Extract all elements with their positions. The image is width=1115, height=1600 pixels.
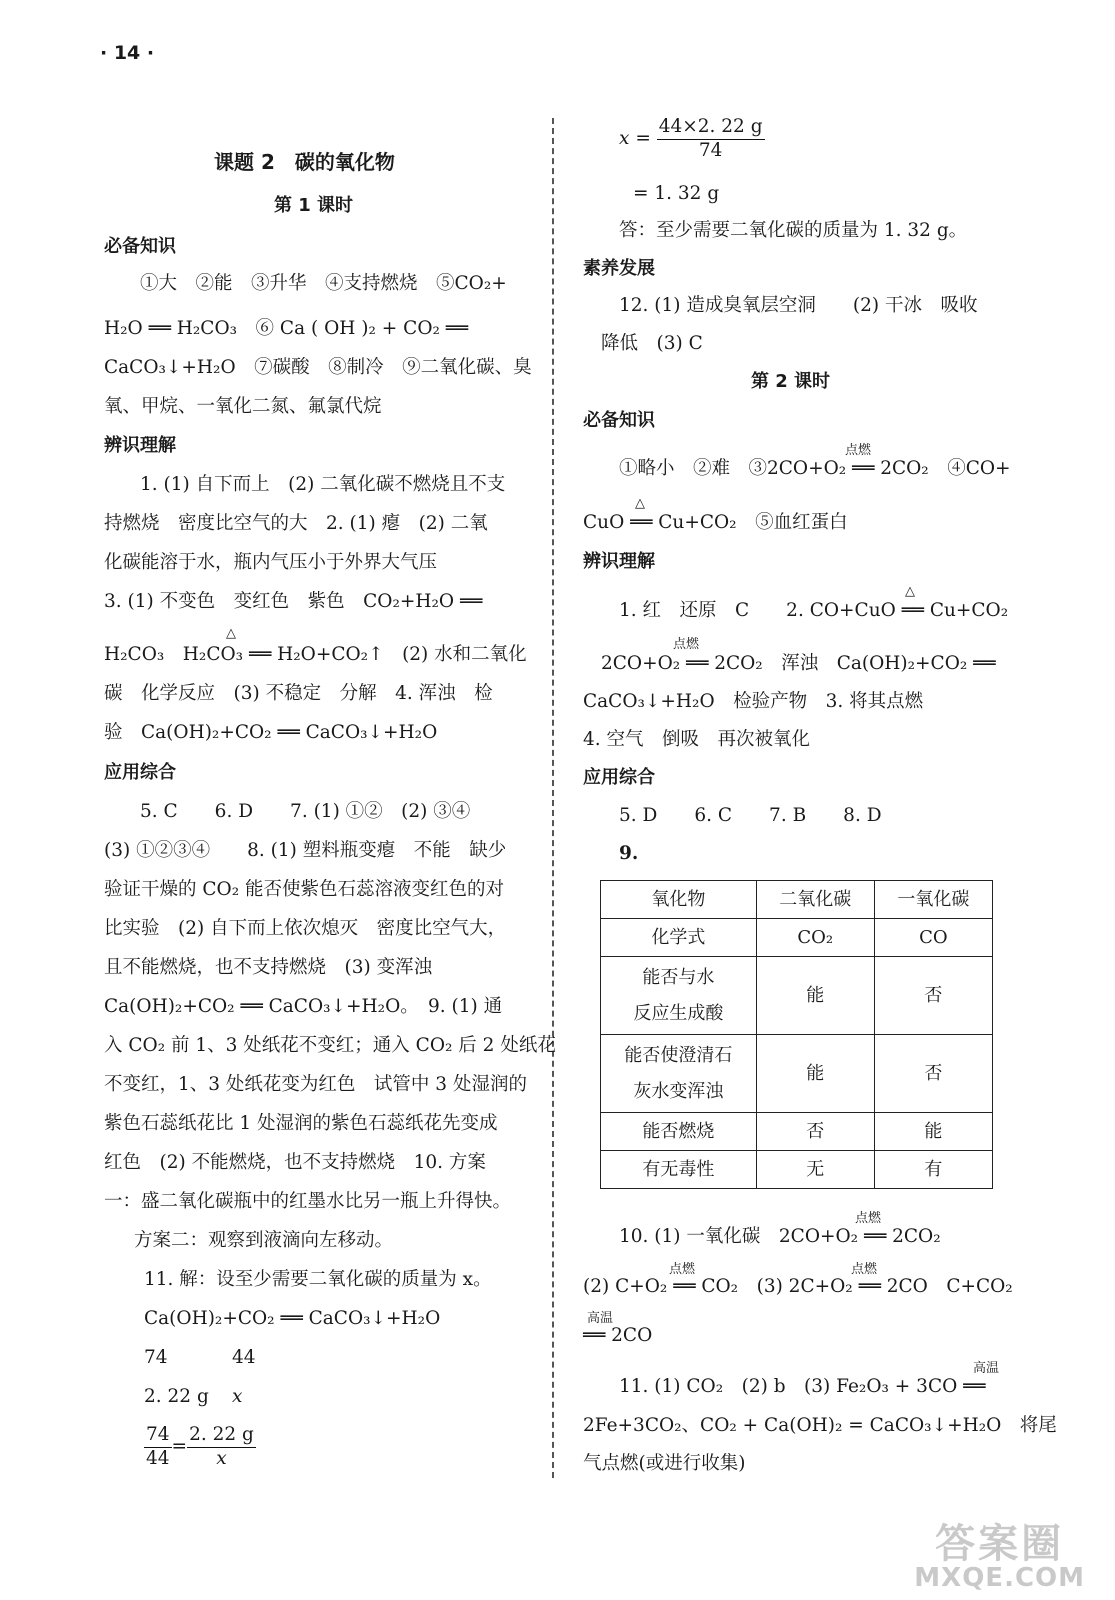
section-bianshi-2: 辨识理解 bbox=[583, 551, 655, 572]
answer-line: 红色 (2) 不能燃烧，也不支持燃烧 10. 方案 bbox=[104, 1152, 486, 1173]
molar-mass: 74 bbox=[144, 1347, 168, 1368]
answer-line: 且不能燃烧，也不支持燃烧 (3) 变浑浊 bbox=[104, 957, 433, 978]
answer-line: Ca(OH)₂+CO₂ ══ CaCO₃↓+H₂O bbox=[144, 1308, 441, 1329]
answer-line: ══ 2CO bbox=[583, 1325, 653, 1346]
table-cell: 否 bbox=[756, 1113, 874, 1151]
answer-line: 4. 空气 倒吸 再次被氧化 bbox=[583, 729, 811, 750]
table-cell: 能 bbox=[874, 1113, 992, 1151]
reaction-condition: 高温 bbox=[587, 1311, 614, 1326]
answer-line: 化碳能溶于水，瓶内气压小于外界大气压 bbox=[104, 552, 438, 573]
answer-line: 11. 解：设至少需要二氧化碳的质量为 x。 bbox=[144, 1269, 492, 1290]
table-cell: 无 bbox=[756, 1151, 874, 1189]
answer-line: 验 Ca(OH)₂+CO₂ ══ CaCO₃↓+H₂O bbox=[104, 722, 438, 743]
answer-line: 紫色石蕊纸花比 1 处湿润的紫色石蕊纸花先变成 bbox=[104, 1113, 498, 1134]
calculation-line: x = $\frac{44\times 2. 22 g}{74}$ bbox=[619, 116, 763, 161]
answer-line: (2) C+O₂ ══ CO₂ (3) 2C+O₂ ══ 2CO C+CO₂ bbox=[583, 1276, 1013, 1297]
section-yingyong-2: 应用综合 bbox=[583, 767, 655, 788]
watermark-url: MXQE.COM bbox=[914, 1562, 1085, 1593]
fraction: $\frac{2. 22 g}{x}$ bbox=[189, 1424, 254, 1469]
table-row bbox=[601, 1113, 993, 1151]
table-cell: 氧化物 bbox=[601, 881, 757, 919]
table-row bbox=[601, 919, 993, 957]
page-number: · 14 · bbox=[100, 42, 155, 64]
column-divider bbox=[552, 118, 554, 1478]
answer-line: 气点燃(或进行收集) bbox=[583, 1453, 746, 1474]
answer-line: 不变红，1、3 处纸花变为红色 试管中 3 处湿润的 bbox=[104, 1074, 527, 1095]
answer-line: 3. (1) 不变色 变红色 紫色 CO₂+H₂O ══ bbox=[104, 591, 483, 612]
answer-line: (3) ①②③④ 8. (1) 塑料瓶变瘪 不能 缺少 bbox=[104, 840, 507, 861]
section-bibei: 必备知识 bbox=[104, 236, 176, 257]
table-cell: 有无毒性 bbox=[601, 1151, 757, 1189]
section-bibei-2: 必备知识 bbox=[583, 410, 655, 431]
section-bianshi: 辨识理解 bbox=[104, 435, 176, 456]
answer-line: 碳 化学反应 (3) 不稳定 分解 4. 浑浊 检 bbox=[104, 683, 493, 704]
reaction-condition: △ bbox=[226, 626, 236, 641]
answer-line: ①大 ②能 ③升华 ④支持燃烧 ⑤CO₂+ bbox=[140, 273, 507, 294]
answer-line: 1. (1) 自下而上 (2) 二氧化碳不燃烧且不支 bbox=[140, 474, 506, 495]
answer-line: 比实验 (2) 自下而上依次熄灭 密度比空气大， bbox=[104, 918, 507, 939]
reaction-condition: △ bbox=[635, 496, 645, 511]
table-cell: 能 bbox=[756, 957, 874, 1035]
table-cell: 能否使澄清石 灰水变浑浊 bbox=[601, 1035, 757, 1113]
reaction-condition: 点燃 bbox=[669, 1262, 696, 1277]
table-row bbox=[601, 1151, 993, 1189]
answer-line: CaCO₃↓+H₂O 检验产物 3. 将其点燃 bbox=[583, 691, 924, 712]
answer-line: 方案二：观察到液滴向左移动。 bbox=[134, 1230, 394, 1251]
table-row bbox=[601, 1035, 993, 1113]
table-cell: CO₂ bbox=[756, 919, 874, 957]
answer-line: 5. C 6. D 7. (1) ①② (2) ③④ bbox=[140, 801, 471, 822]
answer-line: Ca(OH)₂+CO₂ ══ CaCO₃↓+H₂O。 9. (1) 通 bbox=[104, 996, 503, 1017]
table-cell: 有 bbox=[874, 1151, 992, 1189]
table-cell: 否 bbox=[874, 1035, 992, 1113]
proportion-equation: $\frac{74}{44}$ = $\frac{2. 22 g}{x}$ bbox=[146, 1424, 254, 1469]
table-cell: 能否燃烧 bbox=[601, 1113, 757, 1151]
answer-line: 11. (1) CO₂ (2) b (3) Fe₂O₃ + 3CO ══ bbox=[619, 1376, 986, 1397]
answer-line: 降低 (3) C bbox=[601, 333, 703, 354]
watermark bbox=[914, 1520, 1085, 1593]
answer-line: ①略小 ②难 ③2CO+O₂ ══ 2CO₂ ④CO+ bbox=[619, 458, 1011, 479]
reaction-condition: 高温 bbox=[973, 1361, 1000, 1376]
table-header-row bbox=[601, 881, 993, 919]
mass-value: 2. 22 g bbox=[144, 1386, 209, 1407]
answer-line: 2CO+O₂ ══ 2CO₂ 浑浊 Ca(OH)₂+CO₂ ══ bbox=[601, 653, 996, 674]
answer-line: 10. (1) 一氧化碳 2CO+O₂ ══ 2CO₂ bbox=[619, 1226, 941, 1247]
answer-line: 2Fe+3CO₂、CO₂ + Ca(OH)₂ = CaCO₃↓+H₂O 将尾 bbox=[583, 1415, 1057, 1436]
watermark-logo: 答案圈 bbox=[935, 1520, 1065, 1567]
fraction: $\frac{44\times 2. 22 g}{74}$ bbox=[658, 116, 763, 161]
answer-line: 验证干燥的 CO₂ 能否使紫色石蕊溶液变红色的对 bbox=[104, 879, 505, 900]
table-cell: 能 bbox=[756, 1035, 874, 1113]
answer-line: 入 CO₂ 前 1、3 处纸花不变红；通入 CO₂ 后 2 处纸花 bbox=[104, 1035, 556, 1056]
answer-line: 氧、甲烷、一氧化二氮、氟氯代烷 bbox=[104, 396, 382, 417]
table-cell: 否 bbox=[874, 957, 992, 1035]
reaction-condition: 点燃 bbox=[845, 443, 872, 458]
table-cell: 化学式 bbox=[601, 919, 757, 957]
reaction-condition: △ bbox=[905, 584, 915, 599]
lesson-1-heading: 第 1 课时 bbox=[274, 195, 354, 216]
answer-line: = 1. 32 g bbox=[633, 183, 720, 204]
answer-line: 持燃烧 密度比空气的大 2. (1) 瘪 (2) 二氧 bbox=[104, 513, 488, 534]
lesson-2-heading: 第 2 课时 bbox=[751, 371, 831, 392]
table-cell: 一氧化碳 bbox=[874, 881, 992, 919]
answer-line: 5. D 6. C 7. B 8. D bbox=[619, 805, 882, 826]
molar-mass: 44 bbox=[232, 1347, 256, 1368]
reaction-condition: 点燃 bbox=[855, 1211, 882, 1226]
answer-line: 9. bbox=[619, 843, 639, 864]
answer-line: 一：盛二氧化碳瓶中的红墨水比另一瓶上升得快。 bbox=[104, 1191, 512, 1212]
answer-line: H₂CO₃ H₂CO₃ ══ H₂O+CO₂↑ (2) 水和二氧化 bbox=[104, 644, 527, 665]
unknown-var: x bbox=[232, 1386, 243, 1407]
table-cell: CO bbox=[874, 919, 992, 957]
answer-line: 12. (1) 造成臭氧层空洞 (2) 干冰 吸收 bbox=[619, 295, 978, 316]
lesson-title: 课题 2 碳的氧化物 bbox=[214, 150, 395, 174]
table-row bbox=[601, 957, 993, 1035]
reaction-condition: 点燃 bbox=[673, 637, 700, 652]
table-cell: 能否与水 反应生成酸 bbox=[601, 957, 757, 1035]
answer-line: 1. 红 还原 C 2. CO+CuO ══ Cu+CO₂ bbox=[619, 600, 1009, 621]
reaction-condition: 点燃 bbox=[851, 1262, 878, 1277]
answer-line: H₂O ══ H₂CO₃ ⑥ Ca ( OH )₂ + CO₂ ══ bbox=[104, 318, 469, 339]
table-cell: 二氧化碳 bbox=[756, 881, 874, 919]
answer-line: CaCO₃↓+H₂O ⑦碳酸 ⑧制冷 ⑨二氧化碳、臭 bbox=[104, 357, 532, 378]
oxide-comparison-table bbox=[600, 880, 993, 1189]
answer-line: CuO ══ Cu+CO₂ ⑤血红蛋白 bbox=[583, 512, 848, 533]
fraction: $\frac{74}{44}$ bbox=[146, 1424, 170, 1469]
answer-line: 答：至少需要二氧化碳的质量为 1. 32 g。 bbox=[619, 220, 968, 241]
section-yingyong: 应用综合 bbox=[104, 762, 176, 783]
section-suyang: 素养发展 bbox=[583, 258, 655, 279]
